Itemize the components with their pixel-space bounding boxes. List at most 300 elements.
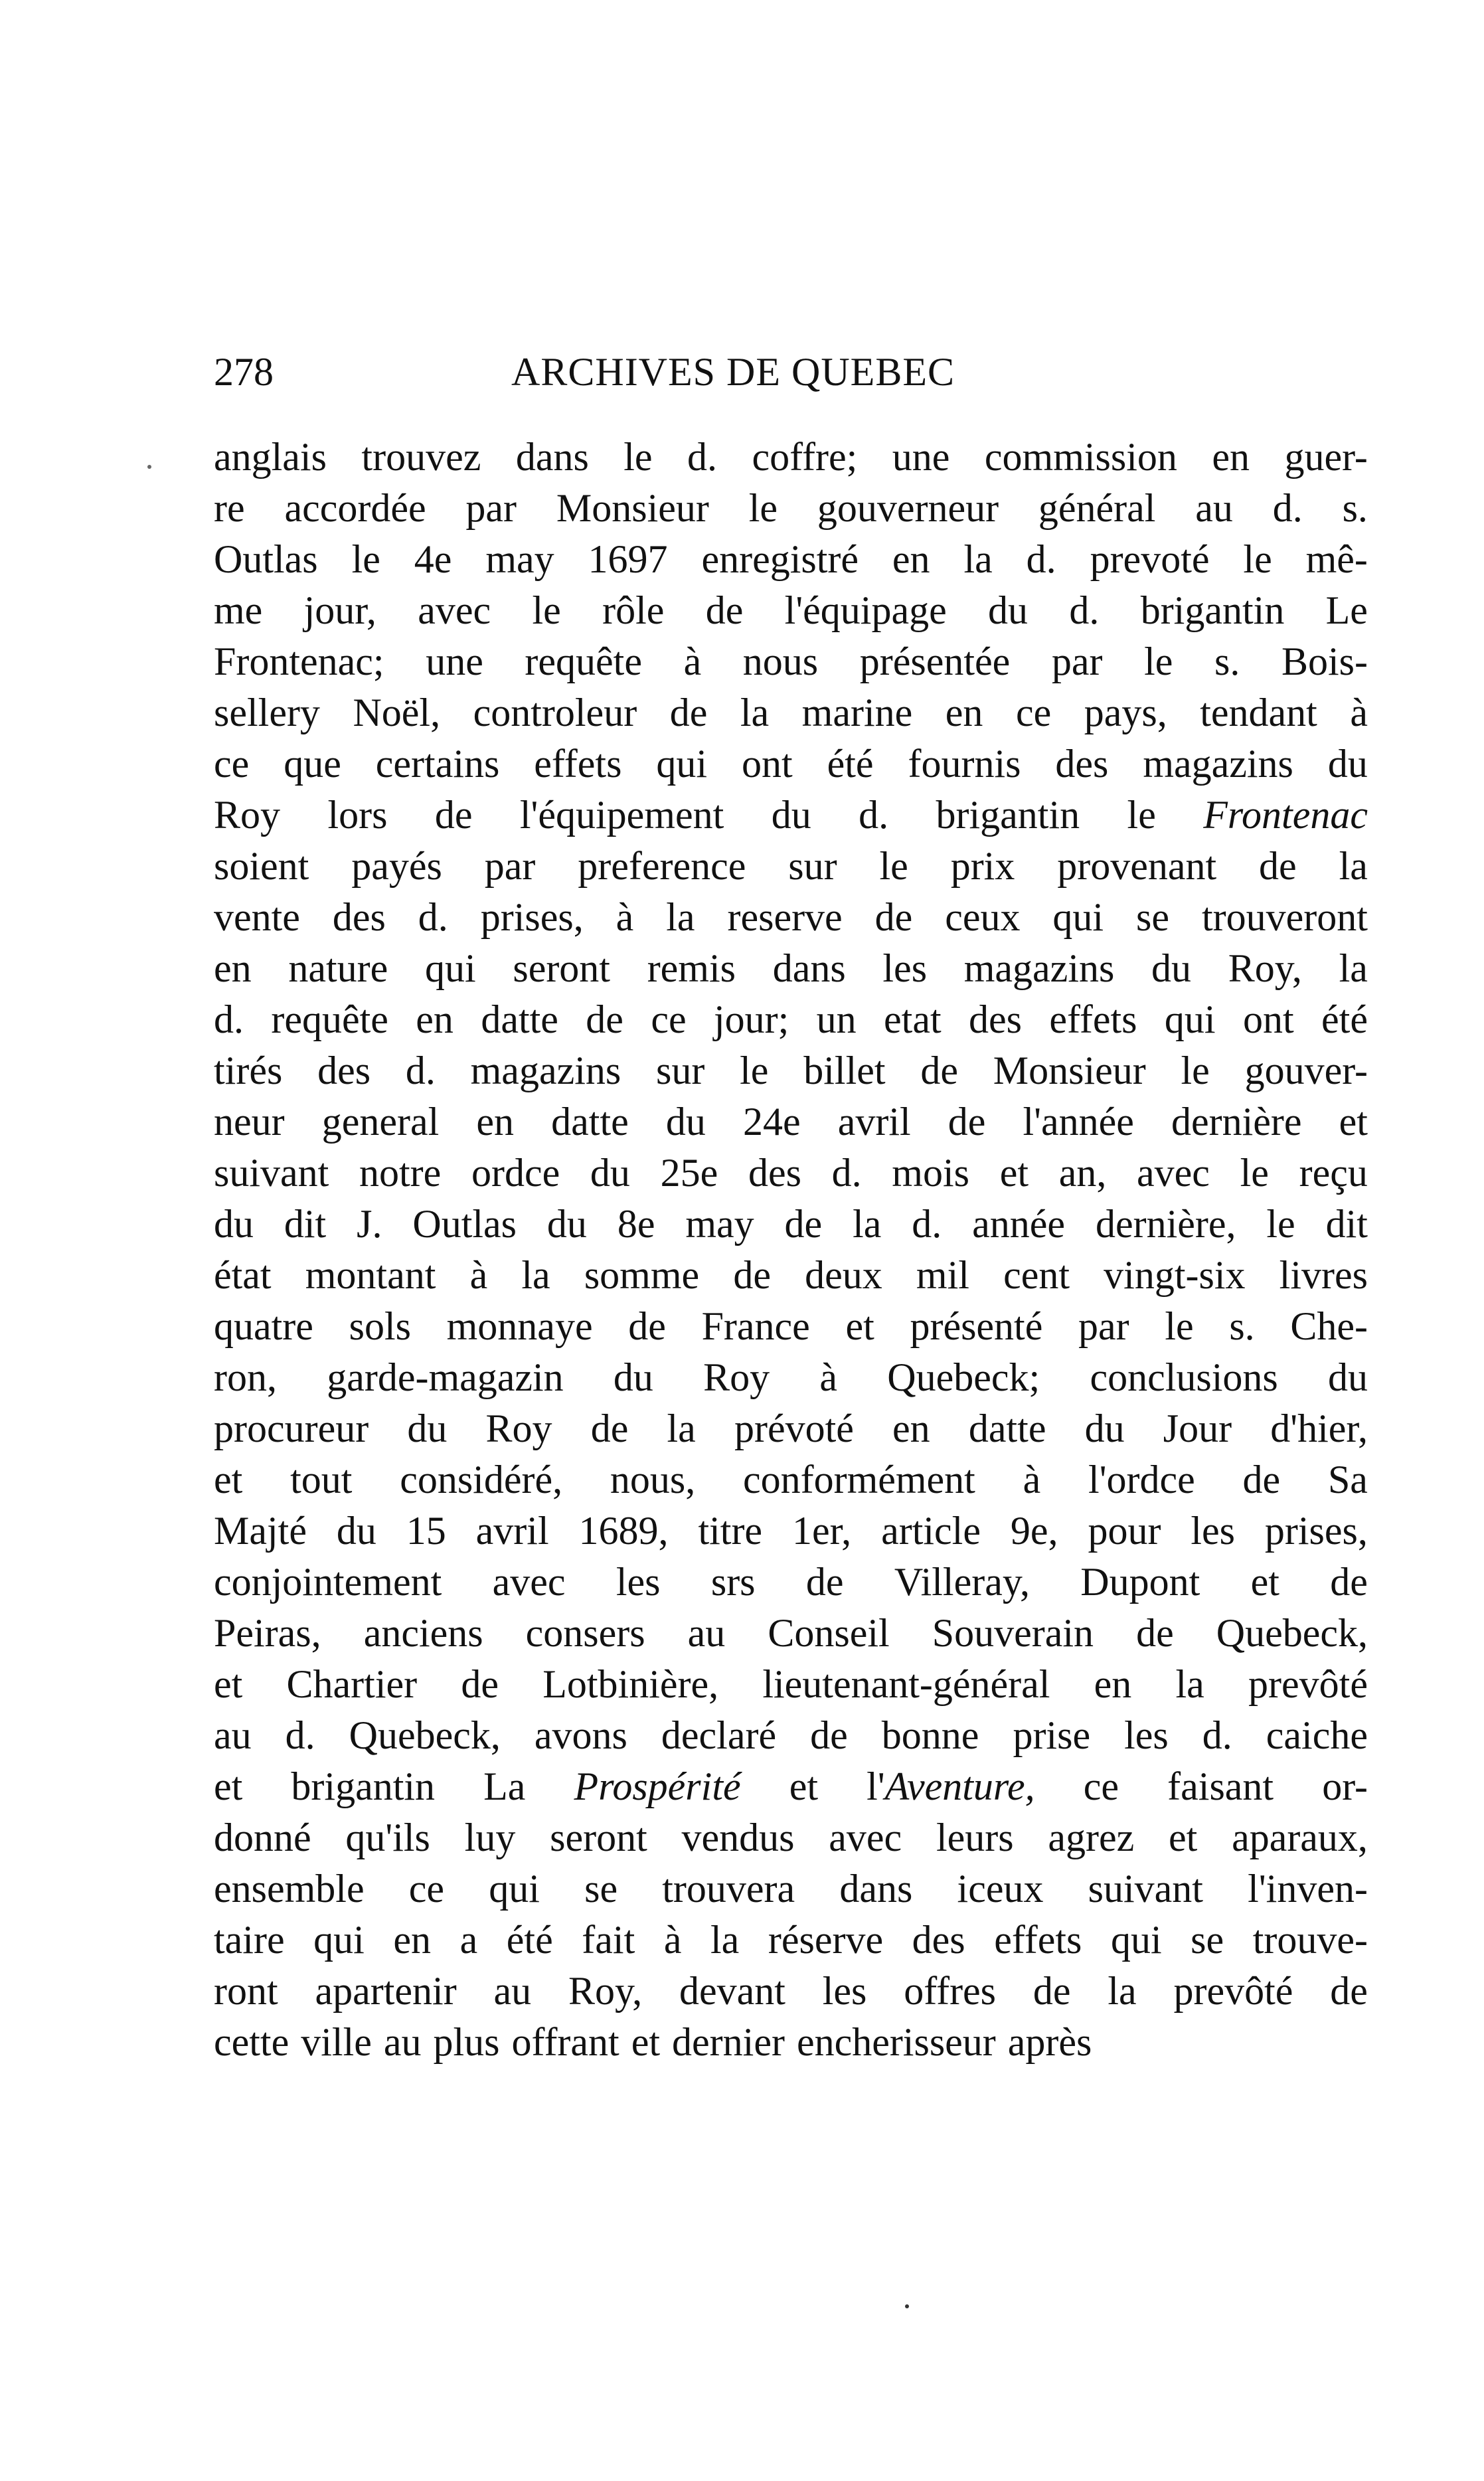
text-word: qui — [1110, 1918, 1162, 1962]
text-line — [214, 841, 1368, 892]
text-word: vingt-six — [1104, 1253, 1246, 1297]
text-word: en — [892, 537, 930, 581]
margin-mark — [147, 465, 151, 469]
text-word: fait — [582, 1918, 635, 1962]
text-word: may — [685, 1202, 754, 1246]
text-line — [214, 1659, 1368, 1710]
text-word: s. — [1342, 486, 1368, 530]
text-line — [214, 1250, 1368, 1301]
text-word: de — [810, 1713, 848, 1757]
text-word: ensemble — [214, 1867, 365, 1911]
text-word: qui — [313, 1918, 365, 1962]
text-word: en — [1212, 435, 1250, 479]
text-word: Villeray, — [894, 1560, 1030, 1604]
text-word: prevôté — [1248, 1662, 1368, 1706]
text-word: tirés — [214, 1049, 283, 1092]
text-word: du — [590, 1151, 630, 1195]
text-word: d. — [912, 1202, 942, 1246]
text-word: des — [332, 895, 386, 939]
text-word: marine — [801, 691, 913, 734]
text-word: du — [1151, 946, 1192, 990]
text-word: vendus — [681, 1816, 795, 1859]
text-word: fournis — [908, 742, 1021, 786]
text-word: de — [434, 793, 473, 837]
body-text — [214, 432, 1368, 2068]
text-word: à — [616, 895, 634, 939]
text-line — [214, 1863, 1368, 1915]
text-line — [214, 636, 1368, 687]
text-word: d'hier, — [1270, 1407, 1368, 1450]
text-word: de — [1259, 844, 1297, 888]
text-word: été — [1321, 997, 1368, 1041]
text-word: et — [999, 1151, 1029, 1195]
text-word: plus — [433, 2020, 500, 2064]
text-word: notre — [359, 1151, 442, 1195]
text-word: le — [1266, 1202, 1295, 1246]
text-word: effets — [534, 742, 622, 786]
text-word: Frontenac — [1203, 793, 1368, 837]
text-word: et — [845, 1304, 874, 1348]
text-word: remis — [647, 946, 736, 990]
text-line — [214, 892, 1368, 943]
text-word: datte — [481, 997, 558, 1041]
text-word: le — [1240, 1151, 1269, 1195]
text-word: gouver- — [1244, 1049, 1368, 1092]
text-word: le — [748, 486, 778, 530]
text-word: La — [483, 1764, 526, 1808]
text-word: les — [1124, 1713, 1169, 1757]
text-word: declaré — [661, 1713, 777, 1757]
text-word: en — [416, 997, 453, 1041]
text-line — [214, 1557, 1368, 1608]
text-word: ceux — [945, 895, 1021, 939]
text-word: se — [1136, 895, 1169, 939]
text-word: Frontenac; — [214, 640, 384, 683]
text-word: après — [1007, 2020, 1092, 2064]
text-word: 15 — [406, 1509, 446, 1553]
text-word: l' — [866, 1764, 885, 1808]
text-line — [214, 1966, 1368, 2017]
text-word: Prospérité — [574, 1764, 741, 1808]
text-word: s. — [1229, 1304, 1255, 1348]
text-word: France — [701, 1304, 810, 1348]
text-word: de — [1330, 1560, 1368, 1604]
text-word: du — [214, 1202, 254, 1246]
text-word: enregistré — [701, 537, 859, 581]
text-word: pays, — [1084, 691, 1167, 734]
text-word: Roy — [485, 1407, 552, 1450]
text-word: jour, — [303, 588, 376, 632]
text-word: faisant — [1167, 1764, 1274, 1808]
text-word: dernier — [672, 2020, 785, 2064]
text-word: general — [321, 1100, 440, 1144]
text-word: du — [988, 588, 1029, 632]
text-line — [214, 1454, 1368, 1505]
text-word: d. — [285, 1713, 315, 1757]
text-word: qu'ils — [345, 1816, 430, 1859]
text-word: ce — [1015, 691, 1052, 734]
text-word: l'équipage — [784, 588, 947, 632]
text-word: et — [214, 1764, 243, 1808]
text-word: du — [613, 1355, 653, 1399]
text-word: en — [476, 1100, 515, 1144]
text-line — [214, 687, 1368, 738]
text-word: datte — [551, 1100, 629, 1144]
page-speck — [905, 2304, 909, 2308]
text-word: de — [948, 1100, 986, 1144]
text-word: Majté — [214, 1509, 307, 1553]
text-word: de — [1330, 1969, 1368, 2013]
text-word: conformément — [742, 1458, 975, 1501]
text-word: année — [972, 1202, 1066, 1246]
text-word: or- — [1322, 1764, 1368, 1808]
text-word: nature — [288, 946, 388, 990]
text-word: avec — [418, 588, 491, 632]
text-word: Roy — [214, 793, 281, 837]
text-word: jour; — [713, 997, 789, 1041]
text-word: l'inven- — [1248, 1867, 1368, 1911]
text-word: la — [1108, 1969, 1137, 2013]
text-word: Sa — [1327, 1458, 1368, 1501]
text-word: la — [740, 691, 770, 734]
text-word: certains — [375, 742, 500, 786]
text-word: ce — [408, 1867, 445, 1911]
text-word: an, — [1058, 1151, 1107, 1195]
text-word: prix — [950, 844, 1015, 888]
text-word: le — [532, 588, 561, 632]
text-word: devant — [679, 1969, 785, 2013]
text-word: Aventure, — [884, 1764, 1035, 1808]
text-word: un — [816, 997, 857, 1041]
text-word: offrant — [511, 2020, 619, 2064]
text-word: les — [822, 1969, 867, 2013]
text-word: la — [710, 1918, 740, 1962]
text-word: la — [1339, 844, 1368, 888]
text-word: considéré, — [400, 1458, 563, 1501]
text-word: Quebeck; — [887, 1355, 1040, 1399]
text-word: ce — [1083, 1764, 1119, 1808]
text-word: sols — [349, 1304, 411, 1348]
text-word: de — [1032, 1969, 1071, 2013]
text-line — [214, 1505, 1368, 1557]
text-word: reserve — [727, 895, 843, 939]
text-word: d. — [687, 435, 718, 479]
text-word: se — [584, 1867, 618, 1911]
text-word: anglais — [214, 435, 327, 479]
text-word: 9e, — [1010, 1509, 1058, 1553]
text-word: caiche — [1266, 1713, 1368, 1757]
text-word: par — [484, 844, 536, 888]
text-word: rôle — [602, 588, 665, 632]
text-word: Outlas — [412, 1202, 517, 1246]
text-word: Conseil — [768, 1611, 890, 1655]
text-word: et — [214, 1662, 243, 1706]
text-word: du — [1327, 742, 1368, 786]
text-line — [214, 1710, 1368, 1761]
text-word: avec — [829, 1816, 902, 1859]
text-word: le — [1243, 537, 1272, 581]
text-word: d. — [1202, 1713, 1232, 1757]
text-word: se — [1191, 1918, 1224, 1962]
text-word: magazins — [1143, 742, 1293, 786]
text-line — [214, 1148, 1368, 1199]
text-word: mil — [916, 1253, 969, 1297]
text-word: livres — [1279, 1253, 1368, 1297]
text-word: en — [892, 1407, 930, 1450]
text-word: de — [461, 1662, 499, 1706]
text-word: requête — [271, 997, 388, 1041]
text-line — [214, 432, 1368, 483]
text-word: de — [1136, 1611, 1174, 1655]
text-word: 4e — [414, 537, 452, 581]
text-word: une — [426, 640, 483, 683]
text-word: seront — [550, 1816, 647, 1859]
text-word: 1er, — [791, 1509, 852, 1553]
running-title: ARCHIVES DE QUEBEC — [511, 350, 955, 394]
text-word: procureur — [214, 1407, 369, 1450]
text-word: avec — [492, 1560, 566, 1604]
text-word: l'année — [1023, 1100, 1134, 1144]
text-word: 25e — [660, 1151, 718, 1195]
text-word: des — [969, 997, 1022, 1041]
running-head — [214, 345, 1368, 398]
text-line — [214, 1352, 1368, 1403]
text-word: me — [214, 588, 263, 632]
text-word: prévoté — [734, 1407, 854, 1450]
text-word: Jour — [1163, 1407, 1232, 1450]
text-word: d. — [214, 997, 244, 1041]
text-word: effets — [1049, 997, 1137, 1041]
text-word: d. — [405, 1049, 436, 1092]
text-line — [214, 1608, 1368, 1659]
text-word: de — [586, 997, 623, 1041]
text-word: de — [784, 1202, 823, 1246]
text-word: du — [336, 1509, 376, 1553]
text-word: Lotbinière, — [542, 1662, 719, 1706]
text-word: suivant — [214, 1151, 329, 1195]
text-word: au — [687, 1611, 726, 1655]
text-word: lors — [327, 793, 388, 837]
text-word: leurs — [936, 1816, 1014, 1859]
text-word: lieutenant-général — [762, 1662, 1050, 1706]
text-word: Le — [1325, 588, 1368, 632]
text-word: nous — [742, 640, 819, 683]
text-word: le — [879, 844, 908, 888]
text-word: ront — [214, 1969, 278, 2013]
text-word: quatre — [214, 1304, 313, 1348]
text-word: avril — [475, 1509, 549, 1553]
text-word: en — [1094, 1662, 1132, 1706]
text-word: accordée — [284, 486, 426, 530]
text-word: re — [214, 486, 245, 530]
text-word: au — [383, 2020, 422, 2064]
text-word: magazins — [963, 946, 1115, 990]
text-word: au — [493, 1969, 532, 2013]
text-line — [214, 790, 1368, 841]
text-word: sur — [788, 844, 837, 888]
text-word: des — [1055, 742, 1109, 786]
text-word: brigantin — [936, 793, 1080, 837]
text-word: sellery — [214, 691, 320, 734]
text-word: Monsieur — [993, 1049, 1146, 1092]
text-word: les — [882, 946, 928, 990]
text-word: provenant — [1057, 844, 1217, 888]
text-word: de — [628, 1304, 666, 1348]
text-word: may — [485, 537, 554, 581]
text-word: titre — [698, 1509, 763, 1553]
text-word: le — [740, 1049, 769, 1092]
text-word: Peiras, — [214, 1611, 321, 1655]
text-word: cette — [214, 2020, 289, 2064]
text-word: été — [827, 742, 874, 786]
text-word: vente — [214, 895, 300, 939]
text-word: commission — [984, 435, 1177, 479]
text-word: le — [1144, 640, 1173, 683]
text-word: donné — [214, 1816, 311, 1859]
text-word: de — [590, 1407, 629, 1450]
text-word: du — [1084, 1407, 1125, 1450]
text-line — [214, 483, 1368, 534]
text-word: gouverneur — [817, 486, 999, 530]
text-line — [214, 1301, 1368, 1352]
text-line — [214, 943, 1368, 994]
text-word: offres — [904, 1969, 997, 2013]
text-word: trouvera — [662, 1867, 795, 1911]
text-word: 24e — [742, 1100, 801, 1144]
text-word: de — [805, 1560, 844, 1604]
text-word: ce — [651, 997, 687, 1041]
text-word: qui — [1052, 895, 1104, 939]
text-word: la — [666, 895, 695, 939]
text-word: de — [874, 895, 913, 939]
text-word-group — [866, 1761, 1035, 1812]
text-word: du — [407, 1407, 448, 1450]
text-word: présentée — [859, 640, 1011, 683]
text-word: à — [819, 1355, 838, 1399]
text-word: des — [912, 1918, 965, 1962]
text-line — [214, 1045, 1368, 1096]
text-word: Roy, — [1228, 946, 1302, 990]
text-word: soient — [214, 844, 309, 888]
text-word: dernière — [1171, 1100, 1302, 1144]
text-word: d. — [1069, 588, 1100, 632]
text-word: le — [351, 537, 380, 581]
text-word: avec — [1137, 1151, 1210, 1195]
text-line — [214, 738, 1368, 790]
text-word: 1697 — [588, 537, 668, 581]
text-word: du — [1327, 1355, 1368, 1399]
text-word: deux — [805, 1253, 882, 1297]
text-line — [214, 534, 1368, 585]
text-word: l'équipement — [519, 793, 724, 837]
text-word: brigantin — [291, 1764, 436, 1808]
text-word: Roy, — [568, 1969, 643, 2013]
text-word: datte — [968, 1407, 1046, 1450]
text-word: et — [1250, 1560, 1279, 1604]
text-word: Noël, — [353, 691, 441, 734]
text-word: la — [1339, 946, 1368, 990]
text-word: seront — [513, 946, 610, 990]
text-word: qui — [656, 742, 708, 786]
text-word: des — [317, 1049, 371, 1092]
text-word: garde-magazin — [327, 1355, 564, 1399]
text-word: dans — [839, 1867, 913, 1911]
text-word: trouve- — [1252, 1918, 1368, 1962]
text-line — [214, 1915, 1368, 1966]
text-word: du — [546, 1202, 587, 1246]
text-word: et — [1168, 1816, 1198, 1859]
text-word: trouveront — [1201, 895, 1368, 939]
text-word: agrez — [1048, 1816, 1135, 1859]
text-word: reçu — [1299, 1151, 1368, 1195]
text-word: la — [667, 1407, 696, 1450]
text-word: 1689, — [578, 1509, 669, 1553]
text-word: au — [214, 1713, 252, 1757]
text-word: et — [789, 1764, 819, 1808]
text-word: Quebeck, — [1216, 1611, 1368, 1655]
text-word: par — [1051, 640, 1103, 683]
text-word: d. — [831, 1151, 862, 1195]
text-word: ville — [301, 2020, 372, 2064]
text-word: Dupont — [1080, 1560, 1200, 1604]
text-word: ce — [214, 742, 250, 786]
text-word: Chartier — [286, 1662, 418, 1706]
text-word: le — [1165, 1304, 1194, 1348]
text-word: d. — [859, 793, 889, 837]
text-word: luy — [464, 1816, 516, 1859]
text-word: une — [892, 435, 950, 479]
text-word: et — [631, 2020, 661, 2064]
text-word: en — [945, 691, 983, 734]
text-word: d. — [1026, 537, 1056, 581]
text-word: de — [920, 1049, 958, 1092]
text-word: réserve — [768, 1918, 884, 1962]
text-word: guer- — [1284, 435, 1368, 479]
text-word: par — [465, 486, 517, 530]
text-word: été — [506, 1918, 553, 1962]
text-word: ordce — [471, 1151, 560, 1195]
text-word: somme — [584, 1253, 700, 1297]
text-word: général — [1038, 486, 1156, 530]
text-word: de — [669, 691, 708, 734]
text-word: tout — [290, 1458, 353, 1501]
text-word: prises, — [480, 895, 584, 939]
text-word: que — [284, 742, 341, 786]
page-number: 278 — [214, 350, 274, 394]
text-word: payés — [351, 844, 442, 888]
text-line — [214, 1761, 1368, 1812]
text-word: avril — [837, 1100, 911, 1144]
text-word: brigantin — [1140, 588, 1285, 632]
text-line — [214, 1199, 1368, 1250]
text-word: prevoté — [1090, 537, 1210, 581]
text-word: en — [393, 1918, 432, 1962]
text-word: Monsieur — [556, 486, 709, 530]
text-word: anciens — [363, 1611, 483, 1655]
text-word: mê- — [1305, 537, 1368, 581]
text-word: la — [521, 1253, 550, 1297]
text-word: billet — [803, 1049, 886, 1092]
text-word: trouvez — [361, 435, 481, 479]
text-word: les — [616, 1560, 661, 1604]
text-word: requête — [525, 640, 642, 683]
text-word: présenté — [910, 1304, 1043, 1348]
text-line — [214, 994, 1368, 1045]
text-word: dernière, — [1095, 1202, 1236, 1246]
text-word: cent — [1003, 1253, 1070, 1297]
text-line — [214, 1096, 1368, 1148]
text-word: dit — [1325, 1202, 1368, 1246]
